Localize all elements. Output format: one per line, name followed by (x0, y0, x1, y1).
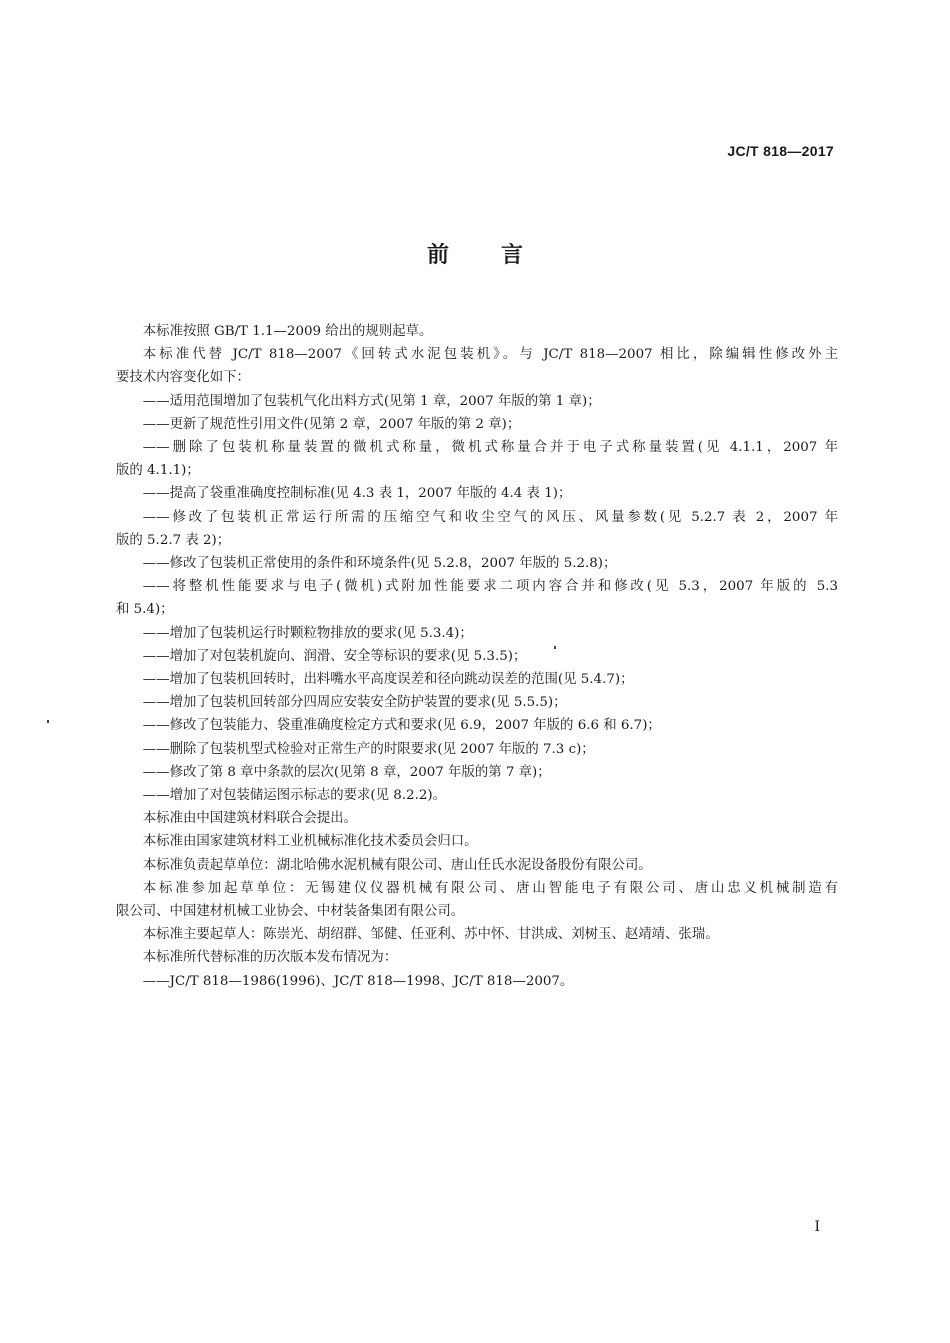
scan-speck (554, 646, 556, 649)
paragraph-lead-drafters: 本标准负责起草单位：湖北哈佛水泥机械有限公司、唐山任氏水泥设备股份有限公司。 (142, 857, 652, 873)
change-item: ——更新了规范性引用文件(见第 2 章，2007 年版的第 2 章)； (142, 416, 521, 432)
change-item: ——修改了包装能力、袋重准确度检定方式和要求(见 6.9，2007 年版的 6.6 和 6.7)； (142, 718, 661, 734)
change-item: ——修改了包装机正常使用的条件和环境条件(见 5.2.8，2007 年版的 5.2.8)； (142, 556, 617, 572)
change-item: ——将整机性能要求与电子(微机)式附加性能要求二项内容合并和修改(见 5.3，2007 年版的 5.3 (142, 579, 838, 595)
change-item-continuation: 版的 4.1.1)； (116, 463, 200, 479)
paragraph-drafting-rules: 本标准按照 GB/T 1.1—2009 给出的规则起草。 (142, 324, 433, 339)
change-item: ——增加了对包装储运图示标志的要求(见 8.2.2)。 (142, 788, 446, 804)
paragraph-participating-drafters-line2: 限公司、中国建材机械工业协会、中材装备集团有限公司。 (116, 904, 465, 920)
change-item: ——删除了包装机称量装置的微机式称量，微机式称量合并于电子式称量装置(见 4.1.1，2007 年 (142, 440, 838, 456)
page-number: I (814, 1219, 820, 1235)
change-item: ——增加了包装机回转时，出料嘴水平高度误差和径向跳动误差的范围(见 5.4.7)； (142, 672, 634, 688)
change-item: ——删除了包装机型式检验对正常生产的时限要求(见 2007 年版的 7.3 c)； (142, 741, 595, 757)
document-code: JC/T 818—2017 (727, 143, 834, 159)
change-item-continuation: 和 5.4)； (116, 602, 174, 618)
change-item: ——增加了包装机回转部分四周应安装安全防护装置的要求(见 5.5.5)； (142, 695, 567, 711)
change-item-continuation: 版的 5.2.7 表 2)； (116, 532, 231, 548)
paragraph-centralized-by: 本标准由国家建筑材料工业机械标准化技术委员会归口。 (142, 834, 478, 850)
document-body (116, 320, 838, 993)
paragraph-participating-drafters-line1: 本标准参加起草单位：无锡建仪仪器机械有限公司、唐山智能电子有限公司、唐山忠义机械制造有 (142, 880, 838, 896)
scan-speck (47, 720, 49, 723)
change-item: ——提高了袋重准确度控制标准(见 4.3 表 1，2007 年版的 4.4 表 1)； (142, 486, 572, 502)
history-item: ——JC/T 818—1986(1996)、JC/T 818—1998、JC/T 818—2007。 (142, 973, 574, 989)
change-item: ——增加了对包装机旋向、润滑、安全等标识的要求(见 5.3.5)； (142, 648, 527, 664)
page-title: 前言 (426, 243, 575, 268)
change-item: ——修改了包装机正常运行所需的压缩空气和收尘空气的风压、风量参数(见 5.2.7 表 2，2007 年 (142, 509, 838, 525)
change-item: ——适用范围增加了包装机气化出料方式(见第 1 章，2007 年版的第 1 章)； (142, 393, 601, 409)
change-item: ——修改了第 8 章中条款的层次(见第 8 章，2007 年版的第 7 章)； (142, 764, 551, 780)
change-item: ——增加了包装机运行时颗粒物排放的要求(见 5.3.4)； (142, 625, 473, 641)
paragraph-replaces-line1: 本标准代替 JC/T 818—2007《回转式水泥包装机》。与 JC/T 818—2007 相比，除编辑性修改外主 (142, 347, 838, 363)
paragraph-replaces-line2: 要技术内容变化如下： (116, 370, 250, 386)
paragraph-history-intro: 本标准所代替标准的历次版本发布情况为： (142, 950, 398, 966)
paragraph-main-drafters: 本标准主要起草人：陈崇光、胡绍群、邹健、任亚利、苏中怀、甘洪成、刘树玉、赵靖靖、张瑞。 (142, 927, 719, 943)
paragraph-proposed-by: 本标准由中国建筑材料联合会提出。 (142, 811, 358, 827)
